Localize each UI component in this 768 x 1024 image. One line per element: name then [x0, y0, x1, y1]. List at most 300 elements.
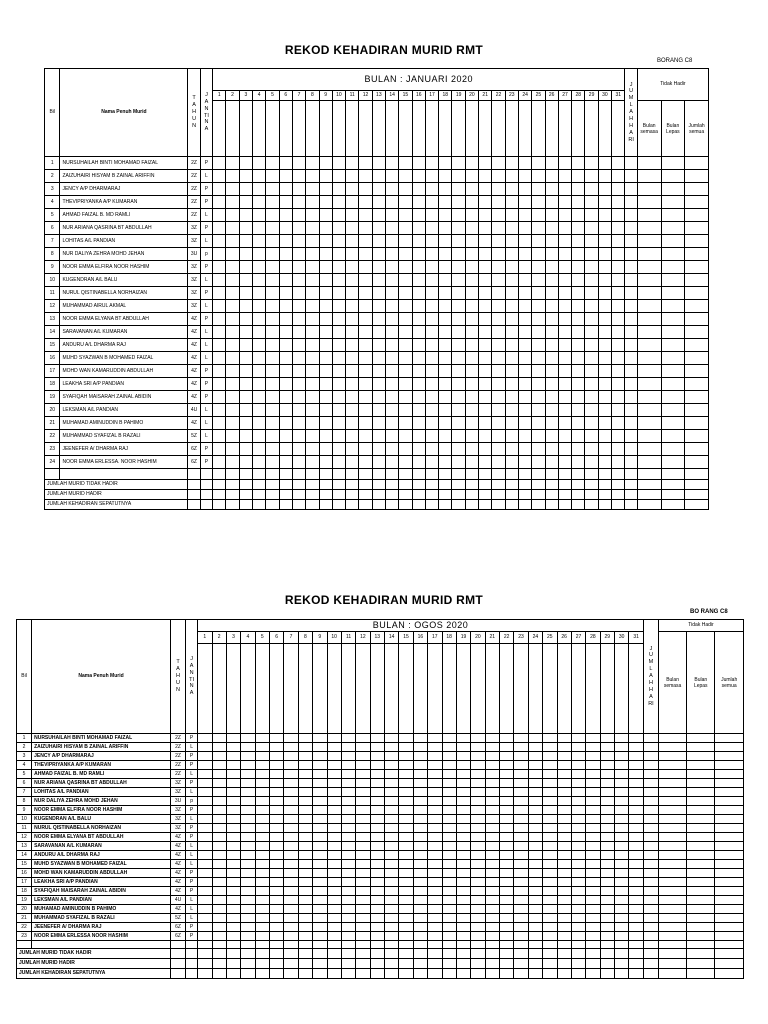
attendance-cell — [685, 157, 709, 170]
attendance-cell — [612, 235, 625, 248]
attendance-cell — [270, 743, 284, 752]
attendance-cell — [687, 833, 715, 842]
attendance-cell — [385, 404, 398, 417]
attendance-cell — [372, 352, 385, 365]
attendance-cell — [266, 313, 279, 326]
attendance-cell — [685, 443, 709, 456]
day-cell — [528, 644, 542, 734]
summary-cell — [715, 969, 744, 979]
student-gender: P — [200, 287, 212, 300]
summary-cell — [313, 969, 327, 979]
attendance-cell — [213, 430, 226, 443]
attendance-cell — [319, 300, 332, 313]
attendance-cell — [313, 743, 327, 752]
summary-cell — [518, 490, 531, 500]
attendance-cell — [279, 391, 292, 404]
attendance-cell — [412, 287, 425, 300]
attendance-cell — [685, 365, 709, 378]
attendance-cell — [471, 761, 485, 770]
student-number: 7 — [17, 788, 32, 797]
attendance-cell — [306, 209, 319, 222]
attendance-cell — [586, 815, 600, 824]
day-cell — [385, 644, 399, 734]
attendance-cell — [399, 932, 413, 941]
attendance-table — [16, 619, 744, 979]
attendance-cell — [471, 878, 485, 887]
attendance-cell — [514, 887, 528, 896]
attendance-cell — [428, 878, 442, 887]
student-year: 5Z — [188, 430, 200, 443]
student-year: 2Z — [170, 752, 185, 761]
day-cell — [346, 101, 359, 157]
attendance-cell — [659, 743, 687, 752]
attendance-cell — [253, 456, 266, 469]
attendance-cell — [543, 851, 557, 860]
attendance-cell — [643, 815, 658, 824]
attendance-cell — [279, 339, 292, 352]
attendance-cell — [198, 878, 212, 887]
attendance-cell — [661, 443, 685, 456]
attendance-cell — [615, 761, 629, 770]
table-row — [45, 326, 709, 339]
attendance-cell — [213, 274, 226, 287]
attendance-cell — [428, 806, 442, 815]
attendance-cell — [643, 824, 658, 833]
attendance-cell — [253, 391, 266, 404]
day-cell — [284, 644, 298, 734]
attendance-cell — [359, 170, 372, 183]
attendance-cell — [514, 815, 528, 824]
attendance-cell — [485, 734, 499, 743]
student-number: 19 — [45, 391, 60, 404]
student-gender: P — [200, 196, 212, 209]
day-cell — [385, 101, 398, 157]
attendance-cell — [372, 430, 385, 443]
attendance-cell — [399, 752, 413, 761]
summary-cell — [370, 949, 384, 959]
attendance-cell — [572, 326, 585, 339]
attendance-cell — [452, 209, 465, 222]
attendance-cell — [518, 209, 531, 222]
blank-cell — [213, 469, 226, 480]
attendance-cell — [327, 779, 341, 788]
day-number: 13 — [372, 91, 385, 101]
attendance-cell — [629, 842, 644, 851]
blank-cell — [625, 469, 637, 480]
attendance-cell — [661, 313, 685, 326]
attendance-cell — [327, 797, 341, 806]
attendance-cell — [306, 183, 319, 196]
attendance-cell — [372, 287, 385, 300]
summary-cell — [715, 959, 744, 969]
attendance-cell — [585, 209, 598, 222]
attendance-cell — [226, 378, 239, 391]
attendance-cell — [625, 417, 637, 430]
blank-cell — [637, 469, 661, 480]
attendance-cell — [514, 860, 528, 869]
attendance-cell — [212, 788, 226, 797]
summary-cell — [425, 480, 438, 490]
attendance-cell — [598, 391, 611, 404]
attendance-cell — [492, 417, 505, 430]
blank-cell — [518, 469, 531, 480]
attendance-cell — [615, 824, 629, 833]
attendance-cell — [270, 779, 284, 788]
day-number: 24 — [528, 632, 542, 644]
attendance-cell — [412, 365, 425, 378]
student-gender: p — [200, 248, 212, 261]
attendance-cell — [528, 797, 542, 806]
attendance-cell — [615, 779, 629, 788]
attendance-cell — [346, 235, 359, 248]
attendance-cell — [413, 779, 427, 788]
attendance-cell — [659, 905, 687, 914]
blank-cell — [198, 941, 212, 949]
attendance-cell — [241, 923, 255, 932]
attendance-cell — [661, 391, 685, 404]
attendance-cell — [442, 896, 456, 905]
student-gender: L — [200, 404, 212, 417]
attendance-cell — [585, 222, 598, 235]
summary-label: JUMLAH KEHADIRAN SEPATUTNYA — [17, 969, 171, 979]
attendance-cell — [332, 365, 345, 378]
attendance-cell — [528, 806, 542, 815]
day-number: 16 — [412, 91, 425, 101]
student-number: 6 — [45, 222, 60, 235]
attendance-cell — [625, 235, 637, 248]
attendance-cell — [492, 183, 505, 196]
day-number: 30 — [598, 91, 611, 101]
attendance-cell — [505, 274, 518, 287]
summary-cell — [528, 969, 542, 979]
attendance-cell — [253, 261, 266, 274]
attendance-cell — [637, 404, 661, 417]
attendance-cell — [585, 261, 598, 274]
attendance-cell — [198, 905, 212, 914]
summary-label: JUMLAH MURID TIDAK HADIR — [45, 480, 188, 490]
summary-cell — [425, 500, 438, 510]
student-number: 12 — [17, 833, 32, 842]
header-jantina — [186, 620, 198, 734]
attendance-cell — [456, 842, 470, 851]
student-number: 12 — [45, 300, 60, 313]
attendance-cell — [319, 222, 332, 235]
student-name: MUHAMMAD SYAFIZAL B RAZALI — [60, 430, 188, 443]
attendance-cell — [557, 923, 571, 932]
student-name: NUR ARIANA QASRINA BT ABDULLAH — [60, 222, 188, 235]
attendance-cell — [292, 443, 305, 456]
attendance-cell — [629, 797, 644, 806]
attendance-cell — [629, 914, 644, 923]
attendance-cell — [532, 378, 545, 391]
attendance-cell — [226, 183, 239, 196]
attendance-cell — [545, 326, 558, 339]
attendance-cell — [659, 923, 687, 932]
summary-cell — [332, 500, 345, 510]
attendance-cell — [226, 209, 239, 222]
summary-cell — [241, 949, 255, 959]
attendance-cell — [292, 300, 305, 313]
attendance-cell — [341, 860, 355, 869]
summary-cell — [226, 490, 239, 500]
attendance-cell — [452, 404, 465, 417]
attendance-cell — [557, 761, 571, 770]
day-number: 7 — [284, 632, 298, 644]
blank-cell — [500, 941, 514, 949]
summary-cell — [241, 969, 255, 979]
attendance-cell — [399, 365, 412, 378]
attendance-cell — [213, 209, 226, 222]
attendance-cell — [226, 878, 240, 887]
attendance-cell — [442, 923, 456, 932]
table-row — [45, 300, 709, 313]
attendance-cell — [292, 261, 305, 274]
attendance-cell — [413, 923, 427, 932]
attendance-cell — [485, 869, 499, 878]
attendance-cell — [532, 300, 545, 313]
attendance-cell — [558, 430, 571, 443]
attendance-cell — [629, 878, 644, 887]
summary-cell — [319, 480, 332, 490]
attendance-cell — [213, 339, 226, 352]
attendance-cell — [492, 391, 505, 404]
attendance-cell — [471, 833, 485, 842]
attendance-cell — [572, 391, 585, 404]
summary-cell — [212, 969, 226, 979]
summary-cell — [612, 490, 625, 500]
attendance-cell — [346, 248, 359, 261]
attendance-cell — [212, 779, 226, 788]
attendance-cell — [413, 761, 427, 770]
student-year: 4Z — [170, 905, 185, 914]
attendance-cell — [319, 170, 332, 183]
summary-cell — [170, 949, 185, 959]
attendance-cell — [557, 752, 571, 761]
student-gender: P — [200, 391, 212, 404]
table-row — [45, 261, 709, 274]
attendance-cell — [532, 274, 545, 287]
attendance-cell — [241, 797, 255, 806]
summary-cell — [518, 500, 531, 510]
attendance-cell — [213, 443, 226, 456]
month-label: BULAN : OGOS 2020 — [198, 620, 644, 632]
header-bulan-semasa: Bulan semasa — [637, 101, 661, 157]
table-row — [45, 365, 709, 378]
summary-cell — [298, 969, 312, 979]
attendance-cell — [356, 842, 370, 851]
attendance-cell — [465, 235, 478, 248]
attendance-cell — [356, 824, 370, 833]
day-cell — [226, 644, 240, 734]
attendance-cell — [715, 932, 744, 941]
attendance-cell — [359, 391, 372, 404]
attendance-cell — [598, 287, 611, 300]
day-number: 11 — [341, 632, 355, 644]
attendance-cell — [425, 170, 438, 183]
day-cell — [442, 644, 456, 734]
attendance-cell — [399, 878, 413, 887]
attendance-cell — [479, 157, 492, 170]
attendance-cell — [615, 914, 629, 923]
attendance-cell — [439, 339, 452, 352]
attendance-cell — [370, 860, 384, 869]
attendance-cell — [213, 326, 226, 339]
student-year: 2Z — [170, 761, 185, 770]
day-cell — [558, 101, 571, 157]
attendance-cell — [239, 157, 252, 170]
attendance-cell — [518, 261, 531, 274]
attendance-cell — [412, 391, 425, 404]
attendance-cell — [471, 842, 485, 851]
attendance-cell — [514, 923, 528, 932]
summary-cell — [505, 480, 518, 490]
attendance-cell — [558, 326, 571, 339]
attendance-cell — [313, 896, 327, 905]
attendance-cell — [715, 797, 744, 806]
header-jumlah-hari-text: JUMLAH HARI — [628, 81, 634, 143]
attendance-cell — [319, 248, 332, 261]
attendance-cell — [439, 417, 452, 430]
attendance-cell — [612, 391, 625, 404]
attendance-cell — [661, 222, 685, 235]
student-name: KUGENDRAN A/L BALU — [60, 274, 188, 287]
attendance-cell — [687, 806, 715, 815]
attendance-cell — [629, 806, 644, 815]
attendance-cell — [715, 869, 744, 878]
summary-cell — [313, 959, 327, 969]
attendance-cell — [239, 183, 252, 196]
attendance-cell — [456, 734, 470, 743]
attendance-cell — [399, 222, 412, 235]
blank-cell — [543, 941, 557, 949]
attendance-cell — [266, 300, 279, 313]
attendance-cell — [239, 443, 252, 456]
attendance-cell — [385, 170, 398, 183]
table-row — [17, 824, 744, 833]
attendance-cell — [643, 869, 658, 878]
attendance-cell — [284, 797, 298, 806]
table-row — [45, 443, 709, 456]
attendance-sheet-august — [0, 580, 768, 1024]
attendance-cell — [685, 183, 709, 196]
student-name: LEAKHA SRI A/P PANDIAN — [60, 378, 188, 391]
attendance-cell — [413, 842, 427, 851]
attendance-cell — [643, 914, 658, 923]
attendance-cell — [442, 842, 456, 851]
attendance-cell — [341, 752, 355, 761]
attendance-cell — [306, 261, 319, 274]
attendance-cell — [385, 842, 399, 851]
attendance-cell — [687, 932, 715, 941]
attendance-cell — [500, 779, 514, 788]
summary-cell — [471, 959, 485, 969]
student-gender: L — [200, 209, 212, 222]
blank-cell — [306, 469, 319, 480]
attendance-cell — [266, 443, 279, 456]
attendance-cell — [298, 887, 312, 896]
attendance-cell — [292, 196, 305, 209]
blank-cell — [372, 469, 385, 480]
attendance-cell — [528, 743, 542, 752]
day-cell — [255, 644, 269, 734]
student-year: 3Z — [188, 274, 200, 287]
summary-cell — [452, 490, 465, 500]
table-row — [45, 456, 709, 469]
table-row — [45, 287, 709, 300]
attendance-cell — [292, 352, 305, 365]
summary-cell — [615, 959, 629, 969]
attendance-cell — [226, 157, 239, 170]
attendance-cell — [505, 222, 518, 235]
attendance-cell — [598, 300, 611, 313]
attendance-cell — [585, 443, 598, 456]
attendance-cell — [428, 932, 442, 941]
day-cell — [412, 101, 425, 157]
attendance-cell — [518, 170, 531, 183]
summary-cell — [226, 480, 239, 490]
blank-cell — [412, 469, 425, 480]
attendance-cell — [479, 430, 492, 443]
attendance-cell — [572, 183, 585, 196]
attendance-cell — [319, 404, 332, 417]
attendance-cell — [514, 752, 528, 761]
attendance-cell — [585, 326, 598, 339]
blank-cell — [413, 941, 427, 949]
attendance-cell — [413, 914, 427, 923]
summary-cell — [545, 490, 558, 500]
attendance-cell — [505, 313, 518, 326]
attendance-cell — [213, 300, 226, 313]
attendance-cell — [399, 157, 412, 170]
attendance-cell — [198, 761, 212, 770]
day-number: 22 — [492, 91, 505, 101]
attendance-cell — [600, 842, 614, 851]
student-year: 4U — [170, 896, 185, 905]
attendance-cell — [198, 860, 212, 869]
attendance-cell — [399, 404, 412, 417]
attendance-cell — [359, 274, 372, 287]
summary-cell — [186, 959, 198, 969]
summary-cell — [456, 959, 470, 969]
attendance-cell — [715, 824, 744, 833]
day-number: 29 — [600, 632, 614, 644]
attendance-cell — [327, 761, 341, 770]
attendance-cell — [528, 842, 542, 851]
attendance-cell — [412, 235, 425, 248]
attendance-cell — [471, 860, 485, 869]
attendance-cell — [270, 842, 284, 851]
header-jantina-text: JANTINA — [189, 655, 195, 697]
attendance-cell — [558, 443, 571, 456]
attendance-cell — [292, 209, 305, 222]
attendance-cell — [518, 443, 531, 456]
attendance-cell — [625, 209, 637, 222]
attendance-cell — [270, 932, 284, 941]
attendance-cell — [612, 456, 625, 469]
attendance-cell — [212, 842, 226, 851]
student-year: 4Z — [188, 378, 200, 391]
day-number: 4 — [241, 632, 255, 644]
summary-cell — [637, 480, 661, 490]
attendance-cell — [213, 183, 226, 196]
attendance-cell — [413, 851, 427, 860]
attendance-cell — [241, 806, 255, 815]
attendance-cell — [612, 287, 625, 300]
attendance-cell — [465, 456, 478, 469]
attendance-cell — [479, 196, 492, 209]
student-year: 6Z — [170, 923, 185, 932]
attendance-cell — [572, 287, 585, 300]
